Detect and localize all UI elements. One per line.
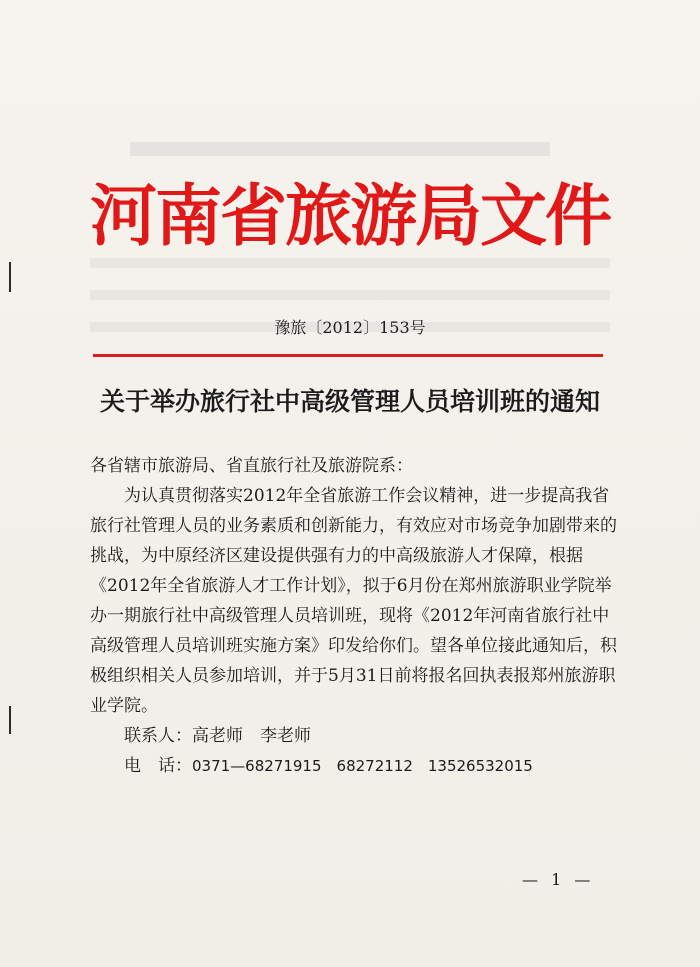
document-header-title: 河南省旅游局文件 <box>90 177 610 255</box>
contact-phone-line <box>90 751 620 781</box>
body-paragraph: 为认真贯彻落实2012年全省旅游工作会议精神，进一步提高我省旅行社管理人员的业务素质和创新能力，有效应对市场竞争加剧带来的挑战，为中原经济区建设提供强有力的中高级旅游人才保障，根据《2012年全省旅游人才工作计划》，拟于6月份在郑州旅游职业学院举办一期旅行社中高级管理人员培训班，现将《2012年河南省旅行社中高级管理人员培训班实施方案》印发给你们。望各单位接此通知后，积极组织相关人员参加培训，并于5月31日前将报名回执表报郑州旅游职业学院。 <box>90 486 617 716</box>
contact-names: 高老师 李老师 <box>192 726 311 746</box>
notice-body <box>90 451 620 781</box>
notice-title: 关于举办旅行社中高级管理人员培训班的通知 <box>99 387 600 416</box>
binding-mark-bottom <box>9 706 11 734</box>
document-number: 豫旅〔2012〕153号 <box>274 318 426 337</box>
phone-numbers: 0371—68271915 68272112 13526532015 <box>192 757 533 775</box>
show-through-lines <box>0 128 700 168</box>
contact-label: 联系人： <box>124 726 192 746</box>
show-through-texture <box>0 128 700 173</box>
red-separator-line <box>93 354 603 357</box>
page-number: — 1 — <box>522 870 595 889</box>
binding-mark-top <box>9 262 11 292</box>
salutation: 各省辖市旅游局、省直旅行社及旅游院系： <box>90 456 413 476</box>
phone-label: 电 话： <box>124 756 192 776</box>
contact-person-line <box>90 721 620 751</box>
